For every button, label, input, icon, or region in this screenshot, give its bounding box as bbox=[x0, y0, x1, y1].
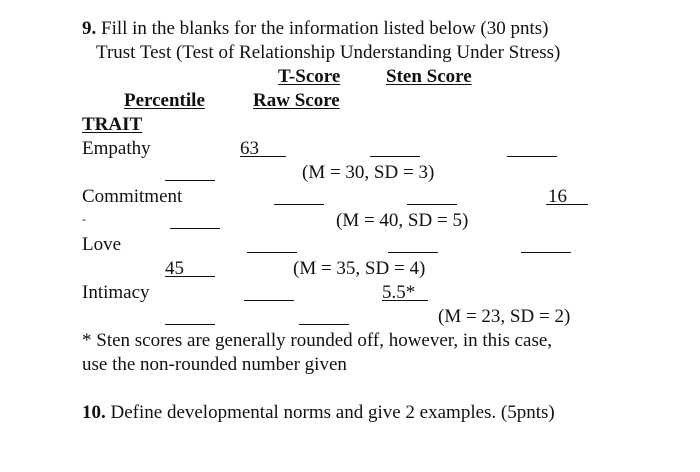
row-label-love: Love bbox=[82, 234, 122, 255]
love-percentile: 45 bbox=[165, 258, 184, 279]
question-9-prompt: Fill in the blanks for the information listed below (30 pnts) bbox=[101, 18, 549, 39]
question-9-heading bbox=[82, 19, 549, 38]
intimacy-t-score: 5.5* bbox=[382, 282, 416, 303]
commitment-stats: (M = 40, SD = 5) bbox=[336, 210, 469, 231]
row-label-commitment: Commitment bbox=[82, 186, 183, 207]
row-label-intimacy: Intimacy bbox=[82, 282, 150, 303]
row-label-empathy: Empathy bbox=[82, 138, 151, 159]
question-10-prompt: Define developmental norms and give 2 examples. (5pnts) bbox=[110, 402, 555, 423]
empathy-t-score-blank[interactable] bbox=[370, 156, 420, 157]
footnote-line-2: use the non-rounded number given bbox=[82, 354, 347, 375]
footnote-line-1: * Sten scores are generally rounded off, however, in this case, bbox=[82, 330, 553, 351]
love-stats: (M = 35, SD = 4) bbox=[293, 258, 426, 279]
empathy-sten-score-blank[interactable] bbox=[507, 156, 557, 157]
header-t-score: T-Score bbox=[278, 66, 341, 87]
stray-dash: - bbox=[82, 212, 86, 226]
commitment-raw-score-blank[interactable] bbox=[274, 204, 324, 205]
commitment-t-score-blank[interactable] bbox=[407, 204, 457, 205]
commitment-sten-score-underline bbox=[546, 204, 588, 205]
commitment-sten-score: 16 bbox=[548, 186, 567, 207]
header-sten-score: Sten Score bbox=[386, 66, 472, 87]
love-percentile-underline bbox=[165, 276, 215, 277]
love-t-score-blank[interactable] bbox=[388, 252, 438, 253]
question-10-heading bbox=[82, 403, 555, 422]
commitment-percentile-blank[interactable] bbox=[170, 228, 220, 229]
intimacy-raw-score-blank[interactable] bbox=[244, 300, 294, 301]
intimacy-sten-score-blank[interactable] bbox=[299, 324, 349, 325]
header-percentile: Percentile bbox=[124, 90, 205, 111]
love-sten-score-blank[interactable] bbox=[521, 252, 571, 253]
header-raw-score: Raw Score bbox=[253, 90, 340, 111]
empathy-percentile-blank[interactable] bbox=[165, 180, 215, 181]
intimacy-stats: (M = 23, SD = 2) bbox=[438, 306, 571, 327]
intimacy-t-score-underline bbox=[382, 300, 428, 301]
intimacy-percentile-blank[interactable] bbox=[165, 324, 215, 325]
love-raw-score-blank[interactable] bbox=[247, 252, 297, 253]
question-9-number: 9. bbox=[82, 18, 97, 39]
test-title: Trust Test (Test of Relationship Understanding Under Stress) bbox=[96, 42, 561, 63]
header-trait: TRAIT bbox=[82, 114, 143, 135]
empathy-raw-score: 63 bbox=[240, 138, 259, 159]
empathy-raw-score-underline bbox=[240, 156, 286, 157]
empathy-stats: (M = 30, SD = 3) bbox=[302, 162, 435, 183]
question-10-number: 10. bbox=[82, 402, 106, 423]
